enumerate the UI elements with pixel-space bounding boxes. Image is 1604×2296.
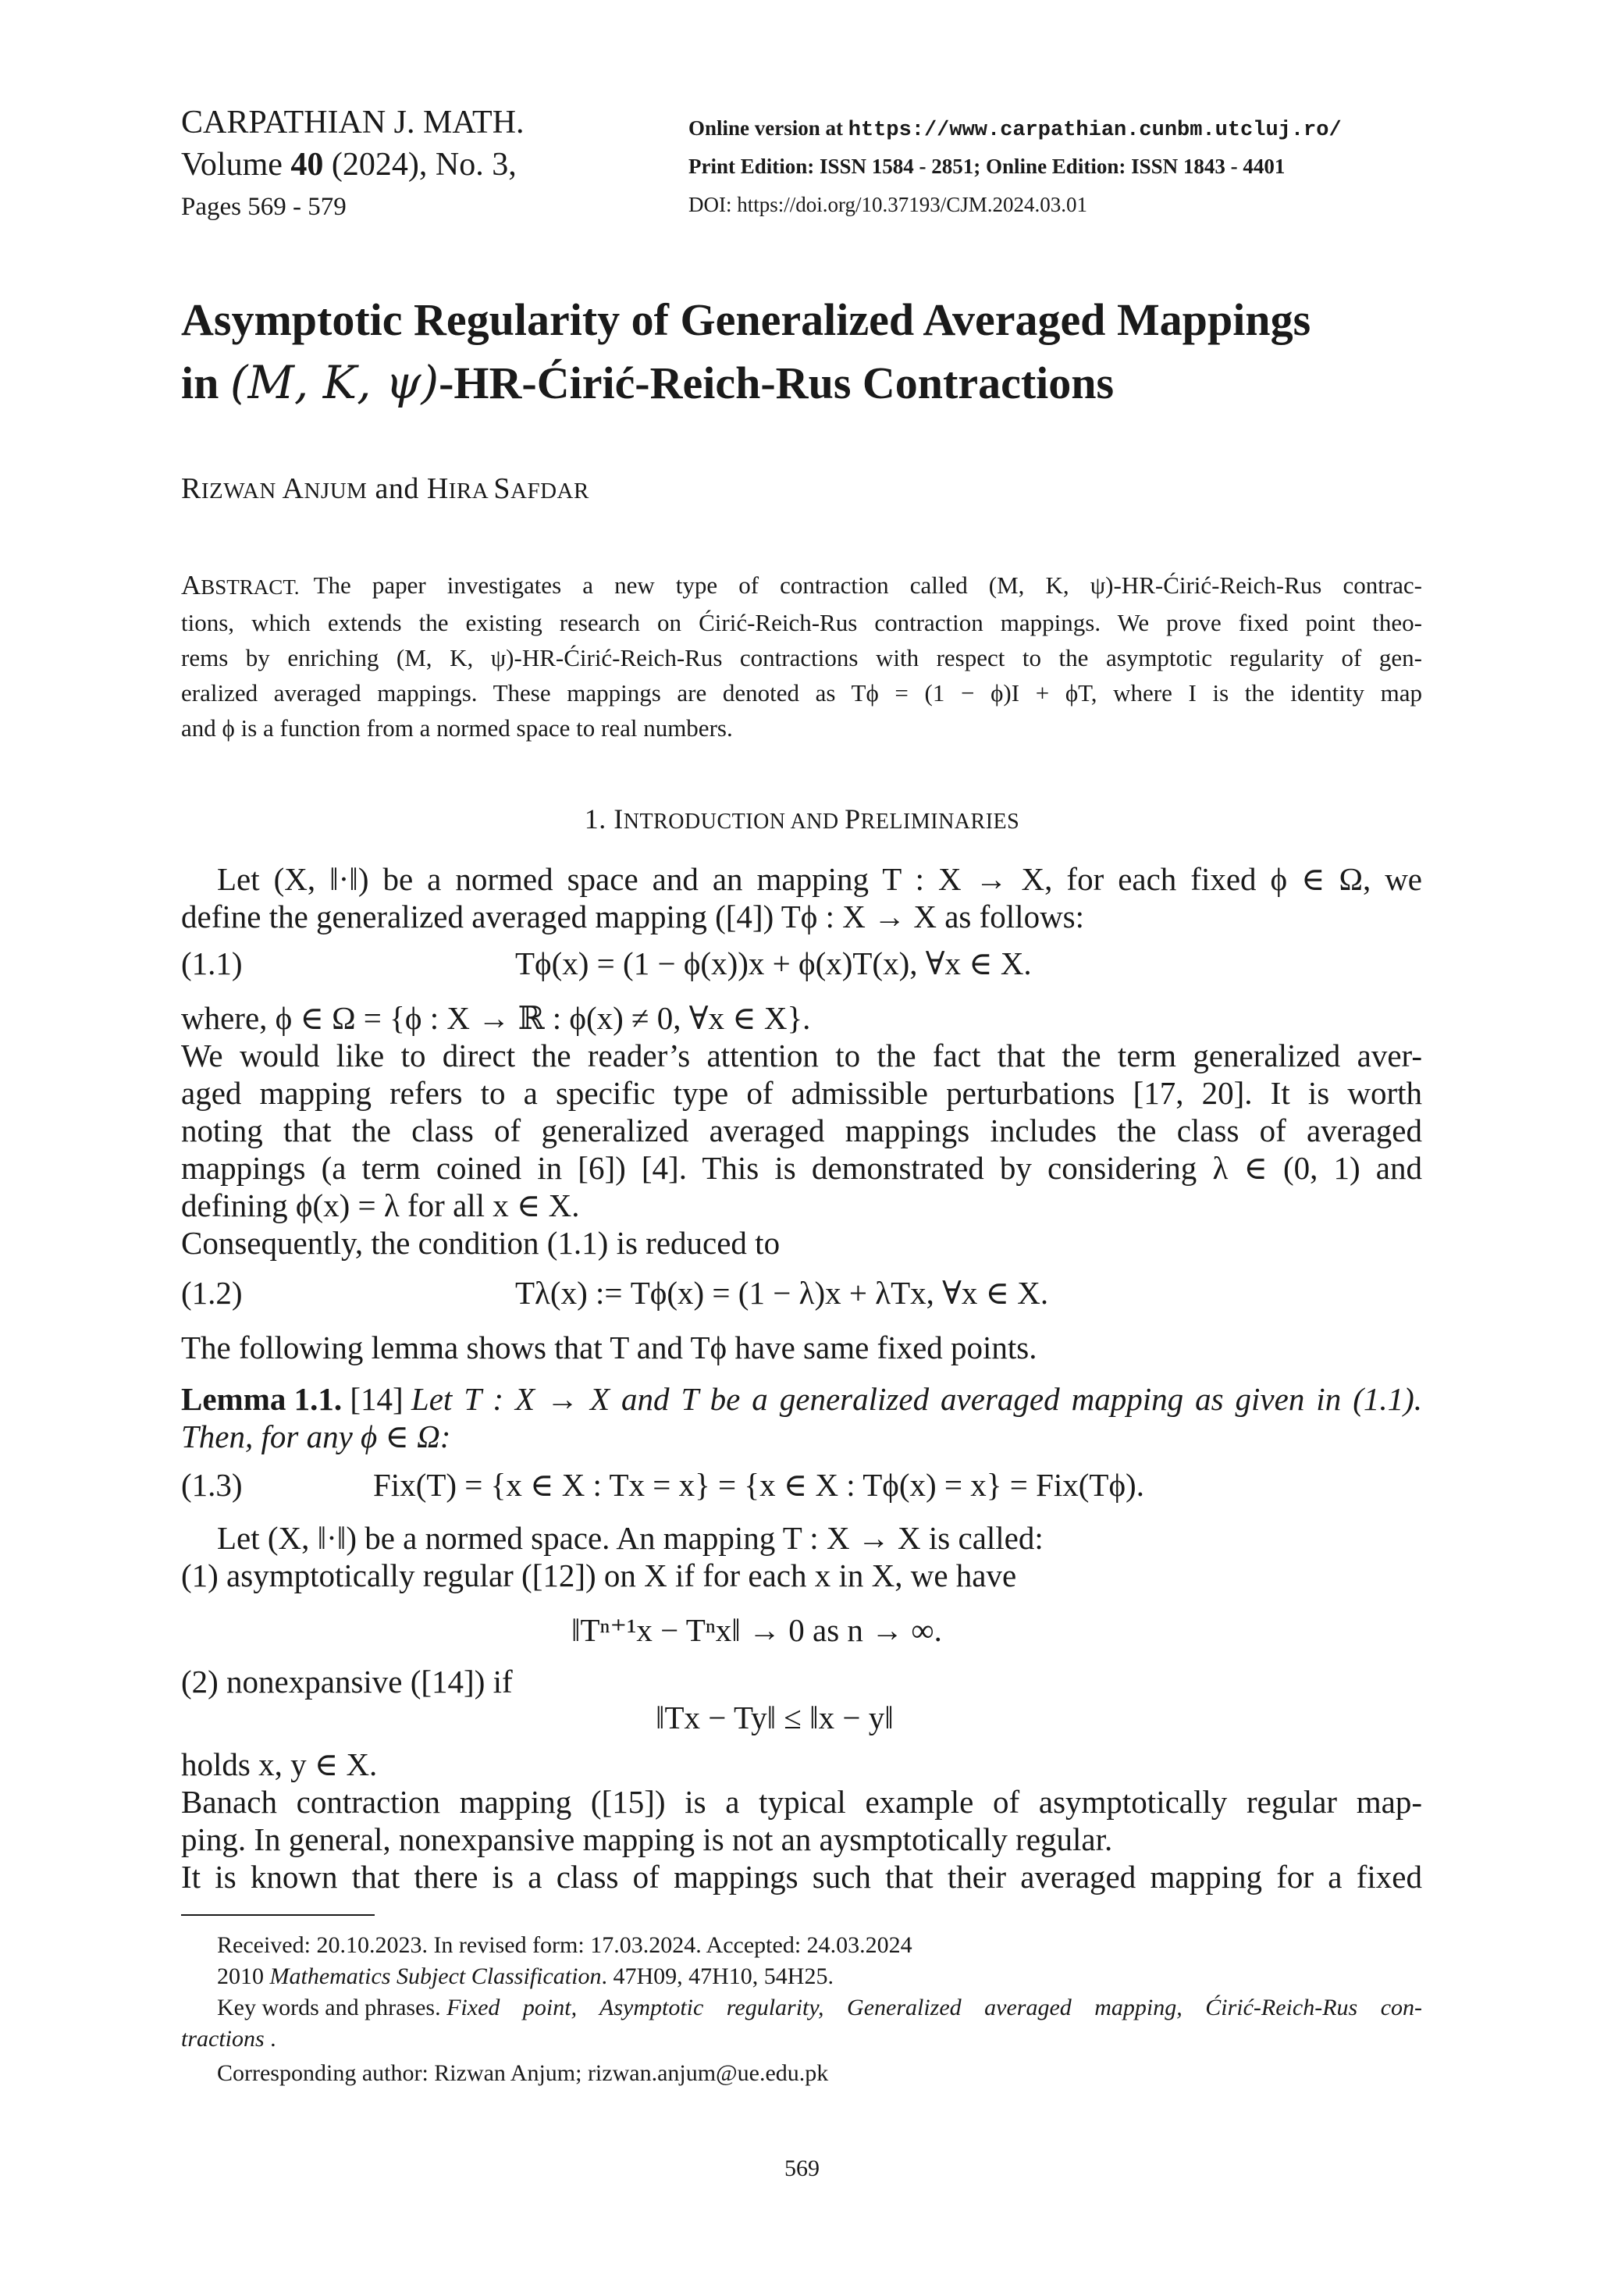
abstract-text-1: The paper investigates a new type of contraction called (M, K, ψ)-HR-Ćirić-Reich-Rus contrac- xyxy=(313,571,1422,599)
body-line: Consequently, the condition (1.1) is reduced to xyxy=(181,1225,781,1261)
abstract-line5: and ϕ is a function from a normed space to real numbers. xyxy=(181,714,733,742)
author2-first: IRA xyxy=(448,479,494,504)
section-number: 1. xyxy=(584,803,614,835)
author2-last-initial: S xyxy=(493,472,511,505)
lemma-label: Lemma 1.1. xyxy=(181,1381,343,1417)
section-t2-rest: RELIMINARIES xyxy=(860,810,1020,834)
lemma-1-1 xyxy=(181,1380,1422,1455)
lemma-ref: [14] xyxy=(342,1381,411,1417)
msc-codes: . 47H09, 47H10, 54H25. xyxy=(601,1963,834,1989)
equation-1-2: Tλ(x) := Tϕ(x) = (1 − λ)x + λTx, ∀x ∈ X. xyxy=(515,1275,1049,1311)
footnote-keywords xyxy=(181,1992,1422,2024)
display-asymptotic-regular: ‖Tⁿ⁺¹x − Tⁿx‖ → 0 as n → ∞. xyxy=(571,1612,942,1648)
list-item-1: (1) asymptotically regular ([12]) on X if for each x in X, we have xyxy=(181,1557,1017,1593)
keywords-label: Key words and phrases. xyxy=(217,1995,447,2020)
msc-year: 2010 xyxy=(217,1963,270,1989)
footnote-msc xyxy=(181,1961,1422,1992)
author2-last: AFDAR xyxy=(510,479,589,504)
online-version xyxy=(688,109,1342,150)
body-line: ping. In general, nonexpansive mapping is not an aysmptotically regular. xyxy=(181,1821,1113,1857)
abstract-line4: eralized averaged mappings. These mappings are denoted as Tϕ = (1 − ϕ)I + ϕT, where I is the identity map xyxy=(181,679,1422,707)
abstract xyxy=(181,568,1422,746)
equation-1-3: Fix(T) = {x ∈ X : Tx = x} = {x ∈ X : Tϕ(x) = x} = Fix(Tϕ). xyxy=(373,1467,1144,1503)
body-line: We would like to direct the reader’s attention to the fact that the term generalized aver- xyxy=(181,1038,1422,1073)
doi[interactable]: DOI: https://doi.org/10.37193/CJM.2024.03.01 xyxy=(688,193,1088,216)
lemma-text: Let T : X → X and T be a generalized averaged mapping as given in (1.1). xyxy=(411,1381,1422,1417)
body-line: define the generalized averaged mapping ([4]) Tϕ : X → X as follows: xyxy=(181,899,1085,934)
abstract-line2: tions, which extends the existing research on Ćirić-Reich-Rus contraction mappings. We prove fixed point theo- xyxy=(181,609,1422,636)
body-line: where, ϕ ∈ Ω = {ϕ : X → ℝ : ϕ(x) ≠ 0, ∀x ∈ X}. xyxy=(181,1000,811,1036)
title-prefix: in xyxy=(181,358,230,408)
print-edition: Print Edition: ISSN 1584 - 2851; Online Edition: ISSN 1843 - 4401 xyxy=(688,155,1286,178)
body-line: mappings (a term coined in [6]) [4]. This is demonstrated by considering λ ∈ (0, 1) and xyxy=(181,1150,1422,1186)
keywords-end: . xyxy=(264,2026,276,2052)
abstract-label xyxy=(181,568,300,605)
lemma-line1 xyxy=(181,1380,1422,1418)
msc-label: Mathematics Subject Classification xyxy=(269,1963,602,1989)
body-line: It is known that there is a class of mappings such that their averaged mapping for a fixed xyxy=(181,1859,1422,1895)
body-line: Banach contraction mapping ([15]) is a typical example of asymptotically regular map- xyxy=(181,1784,1422,1820)
paper-title-line1: Asymptotic Regularity of Generalized Averaged Mappings xyxy=(181,294,1311,345)
journal-pages: Pages 569 - 579 xyxy=(181,193,347,221)
section-t1-initial: I xyxy=(614,803,624,835)
body-line: aged mapping refers to a specific type of admissible perturbations [17, 20]. It is worth xyxy=(181,1075,1422,1111)
keywords-text: Fixed point, Asymptotic regularity, Generalized averaged mapping, Ćirić-Reich-Rus con- xyxy=(446,1995,1422,2020)
lemma-line2: Then, for any ϕ ∈ Ω: xyxy=(181,1419,451,1454)
section-t2-initial: P xyxy=(845,803,861,835)
paper-title-line2 xyxy=(181,351,1114,415)
body-line: The following lemma shows that T and Tϕ have same fixed points. xyxy=(181,1330,1037,1365)
body-para3 xyxy=(181,1783,1422,1896)
volume-suffix: (2024), No. 3, xyxy=(323,147,517,183)
equation-1-1: Tϕ(x) = (1 − ϕ(x))x + ϕ(x)T(x), ∀x ∈ X. xyxy=(515,945,1032,981)
volume-number: 40 xyxy=(290,147,324,183)
author1-initial: R xyxy=(181,472,201,505)
list-item-2: (2) nonexpansive ([14]) if xyxy=(181,1664,513,1700)
journal-volume xyxy=(181,145,517,184)
body-para1 xyxy=(181,860,1422,935)
online-label: Online version at xyxy=(688,116,848,140)
volume-prefix: Volume xyxy=(181,147,291,183)
body-line: defining ϕ(x) = λ for all x ∈ X. xyxy=(181,1187,580,1223)
author1-last-initial: A xyxy=(282,472,304,505)
display-nonexpansive: ‖Tx − Ty‖ ≤ ‖x − y‖ xyxy=(656,1700,894,1735)
footnote-rule xyxy=(181,1914,375,1916)
body-line: Let (X, ‖·‖) be a normed space. An mapping T : X → X is called: xyxy=(217,1520,1044,1556)
keywords-text-cont: tractions xyxy=(181,2026,265,2052)
title-math: (M, K, ψ) xyxy=(229,356,439,409)
footnote-corresponding: Corresponding author: Rizwan Anjum; rizwan.anjum@ue.edu.pk xyxy=(217,2060,829,2086)
footnote-received: Received: 20.10.2023. In revised form: 17.03.2024. Accepted: 24.03.2024 xyxy=(217,1932,912,1958)
author-connector: and xyxy=(367,472,427,505)
online-url[interactable]: https://www.carpathian.cunbm.utcluj.ro/ xyxy=(848,119,1342,142)
equation-number: (1.1) xyxy=(181,945,243,981)
page-number: 569 xyxy=(784,2155,820,2181)
body-line: Let (X, ‖·‖) be a normed space and an mapping T : X → X, for each fixed ϕ ∈ Ω, we xyxy=(217,861,1422,897)
title-suffix: -HR-Ćirić-Reich-Rus Contractions xyxy=(439,358,1115,408)
footnote-keywords-cont xyxy=(181,2024,1422,2055)
abstract-line3: rems by enriching (M, K, ψ)-HR-Ćirić-Reich-Rus contractions with respect to the asymptotic regularity of gen- xyxy=(181,644,1422,671)
body-line: holds x, y ∈ X. xyxy=(181,1746,378,1782)
abstract-label-initial: A xyxy=(181,570,201,600)
journal-name: CARPATHIAN J. MATH. xyxy=(181,105,525,141)
footnotes xyxy=(181,1930,1422,2089)
equation-number: (1.2) xyxy=(181,1275,243,1311)
body-line: noting that the class of generalized averaged mappings includes the class of averaged xyxy=(181,1112,1422,1148)
author2-initial: H xyxy=(426,472,449,505)
abstract-label-rest: BSTRACT. xyxy=(201,575,300,599)
equation-number: (1.3) xyxy=(181,1467,243,1503)
section-t1-rest: NTRODUCTION AND xyxy=(623,810,845,834)
authors xyxy=(181,472,589,508)
author1-last: NJUM xyxy=(304,479,368,504)
author1-first: IZWAN xyxy=(201,479,283,504)
body-para2 xyxy=(181,999,1422,1262)
section-heading xyxy=(0,802,1604,839)
abstract-line1 xyxy=(181,568,1422,605)
